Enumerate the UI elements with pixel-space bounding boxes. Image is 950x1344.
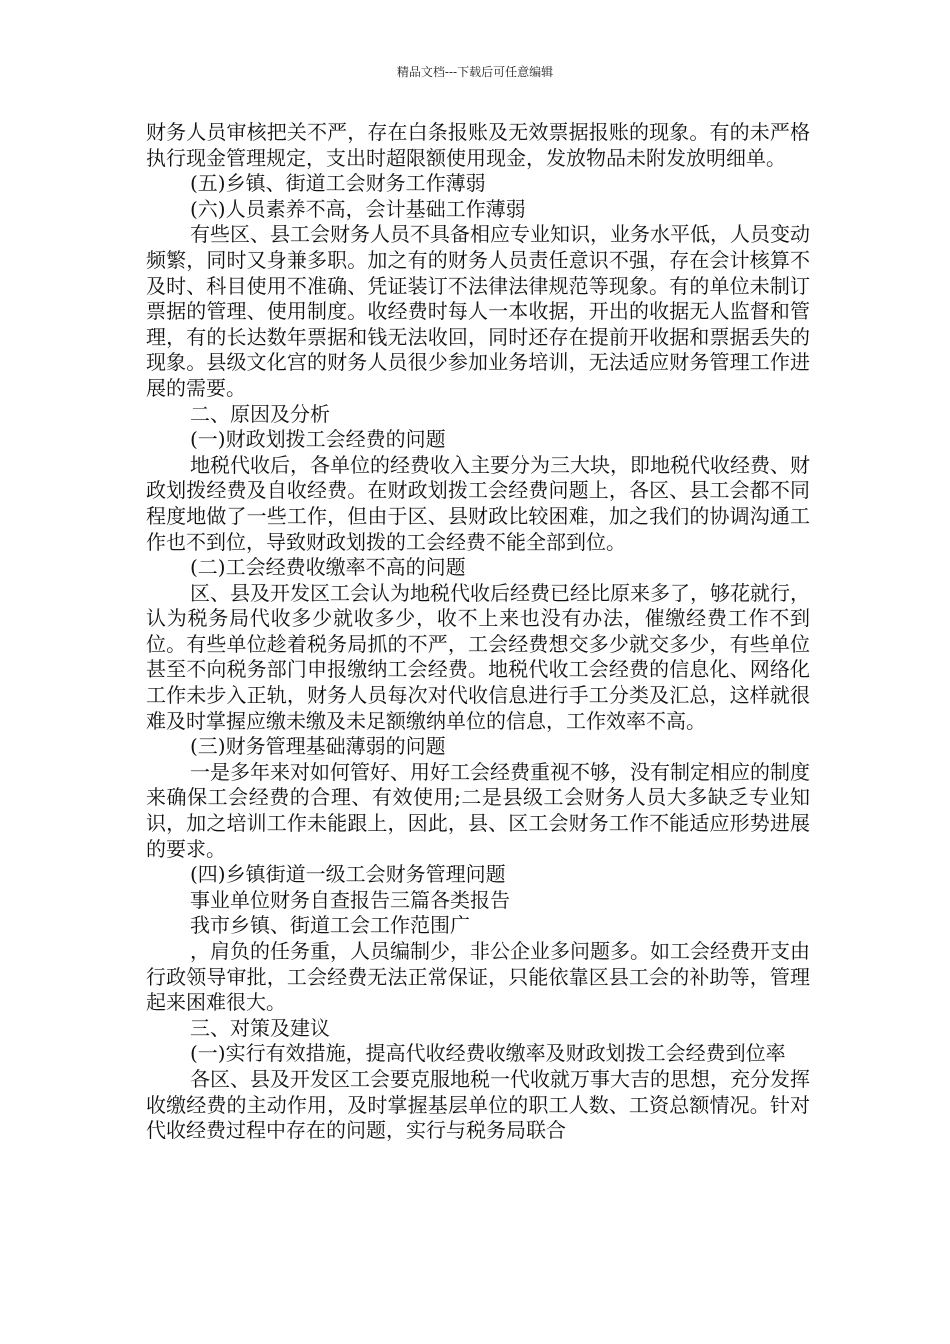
section-heading: (一)实行有效措施，提高代收经费收缴率及财政划拨工会经费到位率 <box>190 1041 786 1066</box>
document-body <box>146 120 810 1144</box>
section-heading: (三)财务管理基础薄弱的问题 <box>190 734 446 759</box>
chapter-heading: 二、原因及分析 <box>190 401 330 426</box>
page-header: 精品文档---下载后可任意编辑 <box>396 65 554 79</box>
paragraph: 事业单位财务自查报告三篇各类报告 <box>190 887 510 912</box>
section-heading: (六)人员素养不高，会计基础工作薄弱 <box>190 196 526 221</box>
paragraph: 财务人员审核把关不严，存在白条报账及无效票据报账的现象。有的未严格执行现金管理规定，支出时超限额使用现金，发放物品未附发放明细单。 <box>146 120 810 170</box>
paragraph: 区、县及开发区工会认为地税代收后经费已经比原来多了，够花就行，认为税务局代收多少就收多少，收不上来也没有办法，催缴经费工作不到位。有些单位趁着税务局抓的不严，工会经费想交多少就交多少，有些单位甚至不向税务部门申报缴纳工会经费。地税代收工会经费的信息化、网络化工作未步入正轨，财务人员每次对代收信息进行手工分类及汇总，这样就很难及时掌握应缴未缴及未足额缴纳单位的信息，工作效率不高。 <box>146 580 810 733</box>
section-heading: (五)乡镇、街道工会财务工作薄弱 <box>190 171 486 196</box>
paragraph: 我市乡镇、街道工会工作范围广 <box>190 913 470 938</box>
paragraph: ，肩负的任务重，人员编制少，非公企业多问题多。如工会经费开支由行政领导审批，工会经费无法正常保证，只能依靠区县工会的补助等，管理起来困难很大。 <box>146 939 810 1015</box>
section-heading: (四)乡镇街道一级工会财务管理问题 <box>190 862 506 887</box>
paragraph: 有些区、县工会财务人员不具备相应专业知识，业务水平低，人员变动频繁，同时又身兼多职。加之有的财务人员责任意识不强，存在会计核算不及时、科目使用不准确、凭证装订不法律法律规范等现象。有的单位未制订票据的管理、使用制度。收经费时每人一本收据，开出的收据无人监督和管理，有的长达数年票据和钱无法收回，同时还存在提前开收据和票据丢失的现象。县级文化宫的财务人员很少参加业务培训，无法适应财务管理工作进展的需要。 <box>146 222 810 400</box>
paragraph: 一是多年来对如何管好、用好工会经费重视不够，没有制定相应的制度来确保工会经费的合理、有效使用;二是县级工会财务人员大多缺乏专业知识，加之培训工作未能跟上，因此，县、区工会财务工作不能适应形势进展的要求。 <box>146 759 810 861</box>
section-heading: (二)工会经费收缴率不高的问题 <box>190 555 466 580</box>
paragraph: 地税代收后，各单位的经费收入主要分为三大块，即地税代收经费、财政划拨经费及自收经费。在财政划拨工会经费问题上，各区、县工会都不同程度地做了一些工作，但由于区、县财政比较困难，加之我们的协调沟通工作也不到位，导致财政划拨的工会经费不能全部到位。 <box>146 452 810 554</box>
chapter-heading: 三、对策及建议 <box>190 1015 330 1040</box>
section-heading: (一)财政划拨工会经费的问题 <box>190 427 446 452</box>
paragraph: 各区、县及开发区工会要克服地税一代收就万事大吉的思想，充分发挥收缴经费的主动作用，及时掌握基层单位的职工人数、工资总额情况。针对代收经费过程中存在的问题，实行与税务局联合 <box>146 1066 810 1143</box>
